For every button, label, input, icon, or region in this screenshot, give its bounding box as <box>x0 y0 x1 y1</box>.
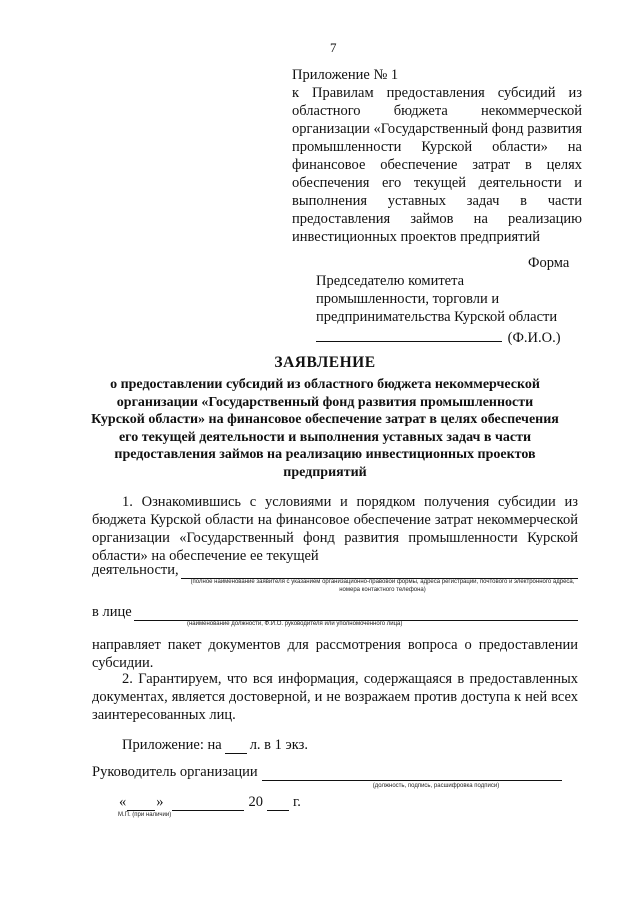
date-day-blank[interactable] <box>127 796 155 811</box>
applicant-line-label: деятельности, <box>92 562 179 578</box>
date-close-quote: » <box>156 794 164 810</box>
fio-underline <box>316 326 502 342</box>
statement-title <box>90 354 560 482</box>
appendix-title: Приложение № 1 <box>292 67 399 83</box>
signature-line <box>92 764 562 781</box>
date-year-suffix: г. <box>293 794 301 810</box>
paragraph-1-continuation: направляет пакет документов для рассмотрения вопроса о предоставлении субсидии. <box>92 637 578 671</box>
date-year-blank[interactable] <box>267 796 289 811</box>
statement-heading: ЗАЯВЛЕНИЕ <box>274 354 376 371</box>
enclosure-prefix: Приложение: на <box>122 737 222 753</box>
date-line <box>119 794 301 811</box>
date-year-prefix: 20 <box>248 794 263 810</box>
addressee-line-3: предпринимательства Курской области <box>316 309 558 325</box>
stamp-note: М.П. (при наличии) <box>118 812 172 818</box>
statement-subtitle: о предоставлении субсидий из областного бюджета некоммерческой организации «Государственный фонд развития промышленности Курской области» на финансовое обеспечение затрат в целях обеспечения его текущей деятельности и выполнения уставных задач в части предоставления займов на реализацию инвестиционных проектов предприятий <box>91 377 559 480</box>
enclosure-suffix: л. в 1 экз. <box>249 737 308 753</box>
page-number: 7 <box>330 40 337 55</box>
appendix-block <box>292 66 582 246</box>
addressee-fio-row <box>316 326 586 347</box>
signature-note: (должность, подпись, расшифровка подписи) <box>372 783 500 789</box>
applicant-underline[interactable] <box>181 564 578 579</box>
paragraph-1-text: 1. Ознакомившись с условиями и порядком получения субсидии из бюджета Курской области на финансовое обеспечение затрат некоммерческой организации «Государственный фонд развития промышленности Курской области» на обеспечение ее текущей <box>92 494 578 564</box>
addressee-line-2: промышленности, торговли и <box>316 291 500 307</box>
paragraph-2-text: 2. Гарантируем, что вся информация, содержащаяся в предоставленных документах, является достоверной, и не возражаем против доступа к ней всех заинтересованных лиц. <box>92 671 578 723</box>
appendix-body: к Правилам предоставления субсидий из областного бюджета некоммерческой организации «Государственный фонд развития промышленности Курской области» на финансовое обеспечение затрат в целях обеспечения его текущей деятельности и выполнения уставных задач в части предоставления займов на реализацию инвестиционных проектов предприятий <box>292 85 582 245</box>
in-person-underline[interactable] <box>134 606 578 621</box>
applicant-line <box>92 562 578 579</box>
date-open-quote: « <box>119 794 127 810</box>
signature-label: Руководитель организации <box>92 764 258 780</box>
form-label: Форма <box>528 255 570 271</box>
fio-label: (Ф.И.О.) <box>507 330 561 346</box>
date-month-blank[interactable] <box>172 796 244 811</box>
in-person-note: (наименование должности, Ф.И.О. руководителя или уполномоченного лица) <box>187 621 403 627</box>
addressee-block <box>316 272 586 347</box>
signature-underline[interactable] <box>262 766 562 781</box>
in-person-line <box>92 604 578 621</box>
addressee-line-1: Председателю комитета <box>316 273 465 289</box>
applicant-note: (полное наименование заявителя с указанием организационно-правовой формы, адреса регистрации, почтового и электронного адреса, номера контактного телефона) <box>190 579 575 593</box>
in-person-label: в лице <box>92 604 132 620</box>
enclosure-line <box>122 737 308 754</box>
enclosure-pages-blank[interactable] <box>225 739 247 754</box>
paragraph-1 <box>92 493 578 565</box>
paragraph-2 <box>92 670 578 724</box>
